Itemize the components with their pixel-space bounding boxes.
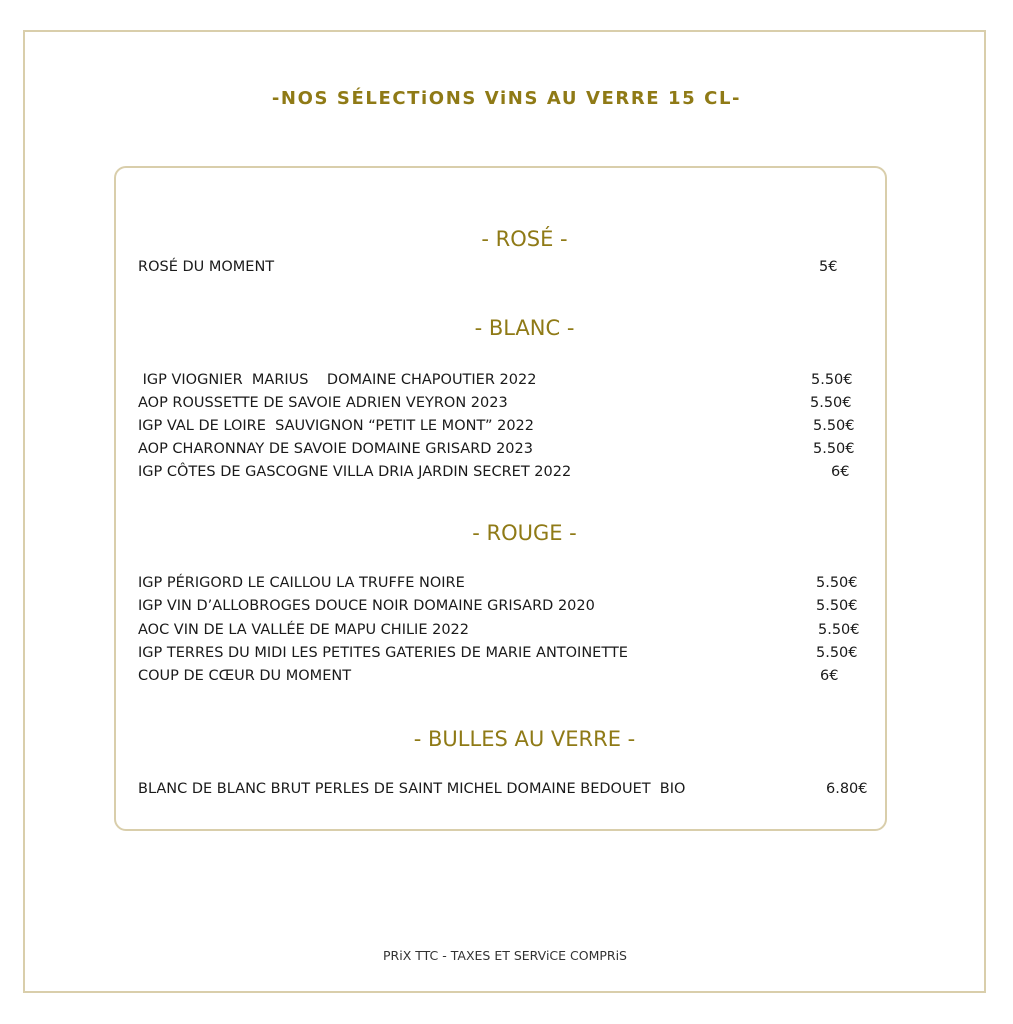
footer-note: PRiX TTC - TAXES ET SERViCE COMPRiS — [383, 948, 627, 963]
wine-name: IGP VIN D’ALLOBROGES DOUCE NOIR DOMAINE GRISARD 2020 — [138, 598, 595, 614]
wine-name: AOP ROUSSETTE DE SAVOIE ADRIEN VEYRON 2023 — [138, 395, 508, 411]
wine-price: 5.50€ — [816, 645, 858, 661]
wine-price: 5.50€ — [811, 372, 853, 388]
wine-name: IGP VIOGNIER MARIUS DOMAINE CHAPOUTIER 2022 — [138, 372, 537, 388]
wine-price: 5.50€ — [813, 418, 855, 434]
wine-price: 6€ — [820, 668, 839, 684]
wine-price: 5.50€ — [816, 575, 858, 591]
wine-price: 5€ — [819, 259, 838, 275]
wine-price: 5.50€ — [810, 395, 852, 411]
wine-name: AOP CHARONNAY DE SAVOIE DOMAINE GRISARD 2023 — [138, 441, 533, 457]
wine-name: IGP TERRES DU MIDI LES PETITES GATERIES DE MARIE ANTOINETTE — [138, 645, 628, 661]
wine-name: AOC VIN DE LA VALLÉE DE MAPU CHILIE 2022 — [138, 622, 470, 638]
section-title-bulles: - BULLES AU VERRE - — [413, 727, 636, 751]
wine-name: IGP CÔTES DE GASCOGNE VILLA DRIA JARDIN SECRET 2022 — [138, 464, 572, 480]
wine-price: 6€ — [831, 464, 850, 480]
page-title: -NOS SÉLECTiONS ViNS AU VERRE 15 CL- — [271, 88, 742, 109]
wine-price: 5.50€ — [813, 441, 855, 457]
wine-name: IGP PÉRIGORD LE CAILLOU LA TRUFFE NOIRE — [138, 575, 465, 591]
section-title-rose: - ROSÉ - — [481, 227, 568, 251]
section-title-blanc: - BLANC - — [474, 316, 575, 340]
wine-name: IGP VAL DE LOIRE SAUVIGNON “PETIT LE MONT” 2022 — [138, 418, 535, 434]
wine-price: 5.50€ — [816, 598, 858, 614]
wine-price: 5.50€ — [818, 622, 860, 638]
wine-price: 6.80€ — [826, 781, 868, 797]
wine-name: ROSÉ DU MOMENT — [138, 259, 275, 275]
section-title-rouge: - ROUGE - — [472, 521, 577, 545]
wine-name: BLANC DE BLANC BRUT PERLES DE SAINT MICHEL DOMAINE BEDOUET BIO — [138, 781, 686, 797]
wine-name: COUP DE CŒUR DU MOMENT — [138, 668, 352, 684]
